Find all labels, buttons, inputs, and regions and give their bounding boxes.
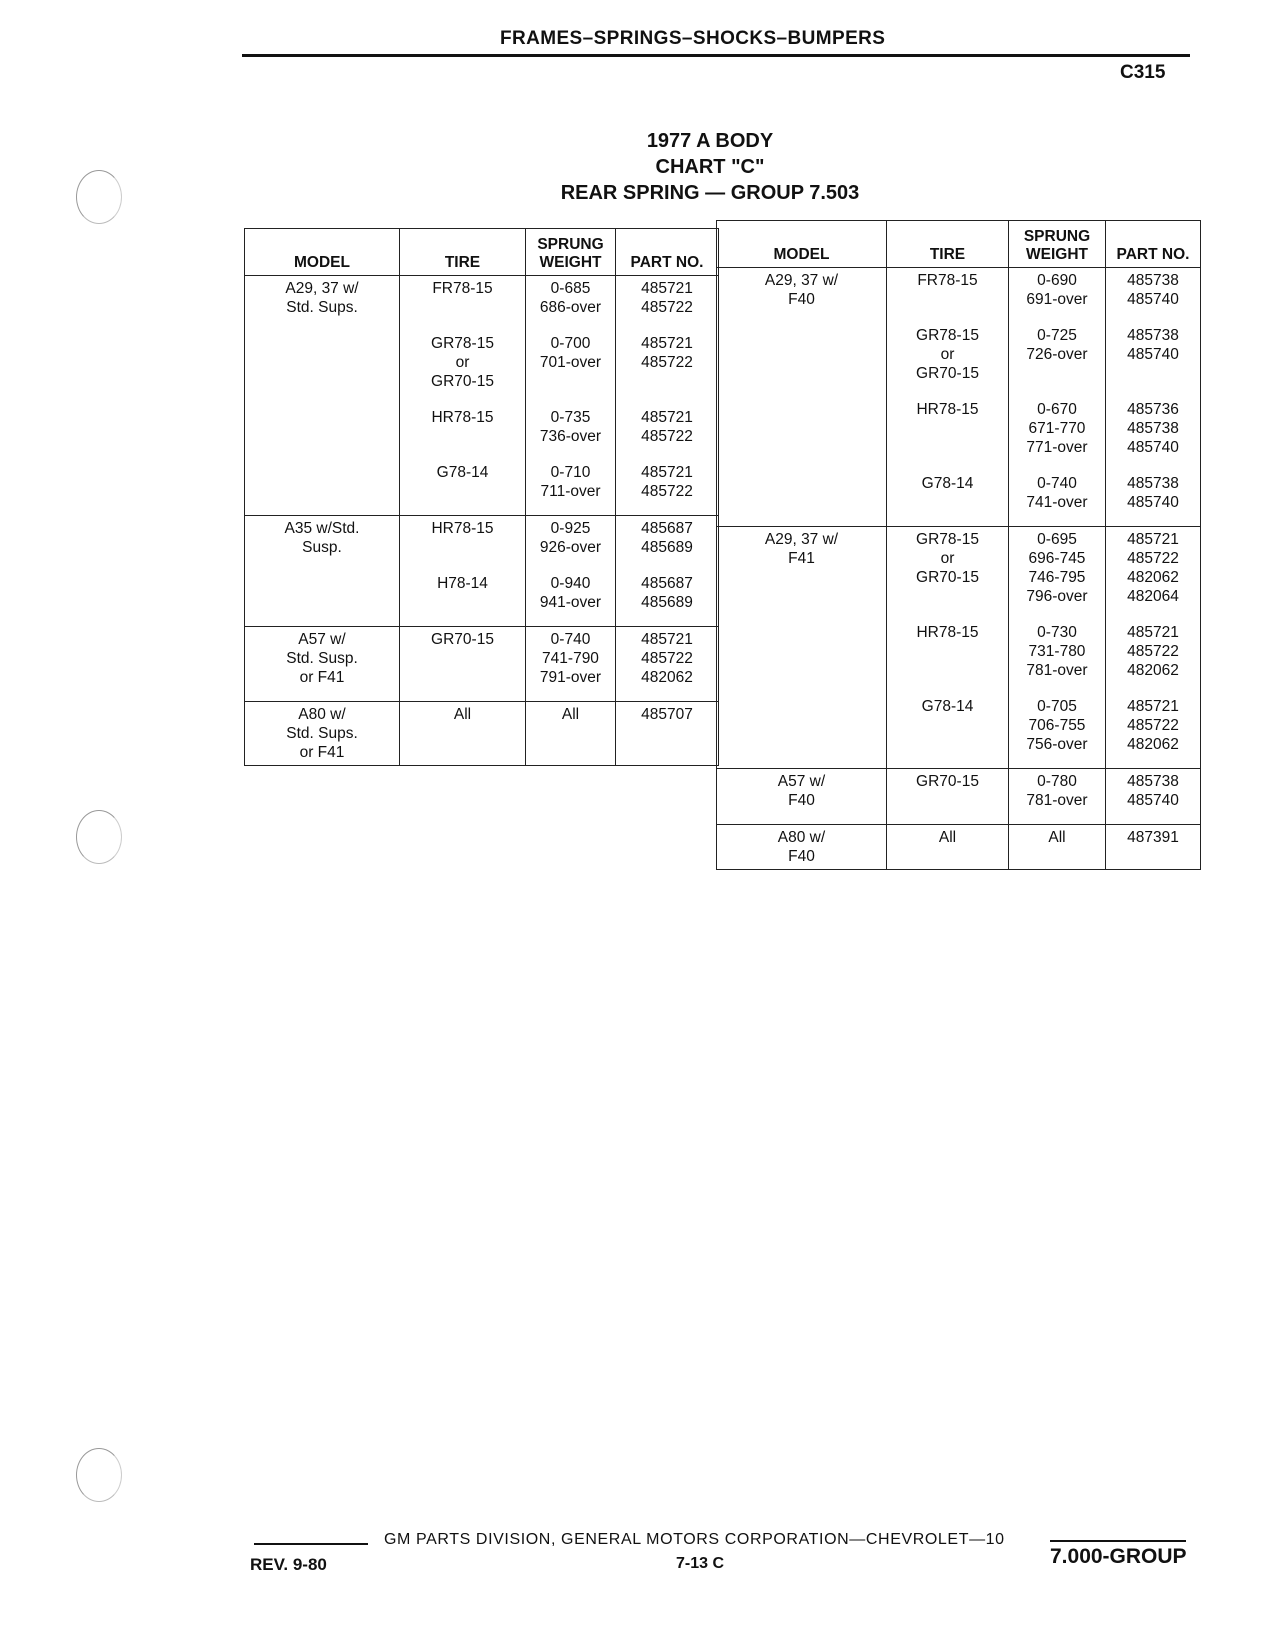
tire-cell bbox=[887, 312, 1009, 386]
cell-line: 726-over bbox=[1026, 346, 1088, 363]
tire-cell bbox=[400, 320, 526, 394]
tire-cell bbox=[887, 769, 1009, 825]
page-number: 7-13 C bbox=[676, 1555, 725, 1572]
cell-line: 485740 bbox=[1127, 439, 1179, 456]
sprung-weight-cell bbox=[526, 449, 616, 516]
cell-line: 485740 bbox=[1127, 792, 1179, 809]
part-no-cell bbox=[1106, 386, 1201, 460]
footer-rule-right bbox=[1050, 1540, 1186, 1542]
cell-line: All bbox=[561, 706, 580, 723]
cell-line: A29, 37 w/ bbox=[764, 531, 839, 548]
cell-line: 485738 bbox=[1127, 420, 1179, 437]
cell-line: 485722 bbox=[1127, 550, 1179, 567]
cell-line: 796-over bbox=[1026, 588, 1088, 605]
cell-line: 756-over bbox=[1026, 736, 1088, 753]
cell-line: GR78-15 bbox=[916, 327, 979, 344]
revision-label: REV. 9-80 bbox=[250, 1555, 327, 1574]
cell-line: 482062 bbox=[1127, 662, 1179, 679]
footer-rule-left bbox=[254, 1543, 368, 1545]
cell-line: 0-670 bbox=[1037, 401, 1077, 418]
cell-line: 686-over bbox=[539, 299, 602, 316]
cell-line: 0-695 bbox=[1037, 531, 1077, 548]
cell-line: Std. Sups. bbox=[286, 299, 358, 316]
cell-line: 746-795 bbox=[1028, 569, 1086, 586]
table-row bbox=[245, 627, 719, 702]
cell-line: GR70-15 bbox=[431, 631, 494, 648]
cell-line: H78-14 bbox=[437, 575, 488, 592]
col-header-model: MODEL bbox=[245, 229, 400, 276]
tire-cell bbox=[400, 560, 526, 627]
cell-line: 731-780 bbox=[1028, 643, 1086, 660]
cell-line: 482062 bbox=[641, 669, 693, 686]
cell-line: 485722 bbox=[641, 428, 693, 445]
cell-line: 482064 bbox=[1127, 588, 1179, 605]
cell-line: GR70-15 bbox=[916, 773, 979, 790]
sprung-weight-cell bbox=[1009, 609, 1106, 683]
col-header-part-no: PART NO. bbox=[1106, 221, 1201, 268]
cell-line: 485721 bbox=[641, 409, 693, 426]
cell-line: 0-740 bbox=[1037, 475, 1077, 492]
sprung-weight-cell bbox=[1009, 683, 1106, 769]
cell-line: 485689 bbox=[641, 539, 693, 556]
cell-line: 696-745 bbox=[1028, 550, 1086, 567]
tire-cell bbox=[400, 627, 526, 702]
cell-line: 781-over bbox=[1026, 792, 1088, 809]
cell-line: A29, 37 w/ bbox=[285, 280, 359, 297]
cell-line: 485721 bbox=[1127, 698, 1179, 715]
cell-line: A80 w/ bbox=[777, 829, 826, 846]
cell-line: GR78-15 bbox=[916, 531, 979, 548]
cell-line: 485722 bbox=[1127, 643, 1179, 660]
table-row bbox=[717, 825, 1201, 870]
col-header-sprung-weight: SPRUNG WEIGHT bbox=[1009, 221, 1106, 268]
part-no-cell bbox=[1106, 268, 1201, 313]
cell-line: 485738 bbox=[1127, 475, 1179, 492]
cell-line: 485722 bbox=[641, 299, 693, 316]
header-rule bbox=[242, 54, 1190, 57]
cell-line: 0-740 bbox=[550, 631, 591, 648]
table-row bbox=[717, 268, 1201, 313]
cell-line: G78-14 bbox=[921, 698, 974, 715]
section-title: FRAMES–SPRINGS–SHOCKS–BUMPERS bbox=[500, 28, 886, 49]
cell-line: 485738 bbox=[1127, 272, 1179, 289]
tire-cell bbox=[887, 268, 1009, 313]
table-row bbox=[245, 276, 719, 321]
cell-line: or F41 bbox=[299, 669, 345, 686]
cell-line: HR78-15 bbox=[431, 409, 494, 426]
cell-line: GR70-15 bbox=[431, 373, 494, 390]
tire-cell bbox=[887, 386, 1009, 460]
tire-cell bbox=[887, 825, 1009, 870]
model-cell bbox=[717, 825, 887, 870]
cell-line: 485740 bbox=[1127, 291, 1179, 308]
cell-line: F40 bbox=[788, 848, 815, 865]
cell-line: Std. Susp. bbox=[286, 650, 358, 667]
model-cell bbox=[245, 276, 400, 516]
chart-title-line-2: CHART "C" bbox=[655, 156, 765, 178]
table-row bbox=[245, 516, 719, 561]
chart-title-line-1: 1977 A BODY bbox=[646, 130, 774, 152]
tire-cell bbox=[400, 276, 526, 321]
col-header-tire: TIRE bbox=[887, 221, 1009, 268]
cell-line: 485722 bbox=[641, 354, 693, 371]
part-no-cell bbox=[1106, 825, 1201, 870]
cell-line: 781-over bbox=[1026, 662, 1088, 679]
part-no-cell bbox=[616, 276, 719, 321]
col-header-model: MODEL bbox=[717, 221, 887, 268]
publisher-line: GM PARTS DIVISION, GENERAL MOTORS CORPORATION—CHEVROLET—10 bbox=[384, 1531, 1005, 1548]
page-code: C315 bbox=[1120, 62, 1166, 83]
cell-line: 701-over bbox=[539, 354, 602, 371]
cell-line: G78-14 bbox=[436, 464, 489, 481]
sprung-weight-cell bbox=[526, 702, 616, 766]
sprung-weight-cell bbox=[1009, 312, 1106, 386]
cell-line: 741-over bbox=[1026, 494, 1088, 511]
tire-cell bbox=[887, 460, 1009, 527]
chart-title bbox=[0, 128, 1280, 206]
part-no-cell bbox=[1106, 312, 1201, 386]
right-spring-table bbox=[716, 220, 1201, 870]
cell-line: A29, 37 w/ bbox=[764, 272, 839, 289]
cell-line: 0-690 bbox=[1037, 272, 1077, 289]
table-header-row bbox=[717, 221, 1201, 268]
cell-line: or bbox=[940, 550, 955, 567]
cell-line: FR78-15 bbox=[432, 280, 493, 297]
tire-cell bbox=[887, 609, 1009, 683]
col-header-sprung-weight: SPRUNG WEIGHT bbox=[526, 229, 616, 276]
tire-cell bbox=[400, 394, 526, 449]
cell-line: All bbox=[1048, 829, 1066, 846]
sprung-weight-cell bbox=[526, 394, 616, 449]
sprung-weight-cell bbox=[1009, 460, 1106, 527]
cell-line: 791-over bbox=[539, 669, 602, 686]
cell-line: 0-735 bbox=[550, 409, 591, 426]
sprung-weight-cell bbox=[1009, 268, 1106, 313]
cell-line: 926-over bbox=[539, 539, 602, 556]
cell-line: A80 w/ bbox=[298, 706, 346, 723]
cell-line: 671-770 bbox=[1028, 420, 1086, 437]
cell-line: 485738 bbox=[1127, 773, 1179, 790]
part-no-cell bbox=[616, 449, 719, 516]
cell-line: 485740 bbox=[1127, 346, 1179, 363]
sprung-weight-cell bbox=[1009, 386, 1106, 460]
cell-line: 0-925 bbox=[550, 520, 591, 537]
model-cell bbox=[245, 627, 400, 702]
model-cell bbox=[245, 702, 400, 766]
part-no-cell bbox=[616, 560, 719, 627]
cell-line: A35 w/Std. bbox=[284, 520, 360, 537]
cell-line: F41 bbox=[788, 550, 815, 567]
cell-line: 941-over bbox=[539, 594, 602, 611]
cell-line: 485721 bbox=[641, 335, 693, 352]
cell-line: 485689 bbox=[641, 594, 693, 611]
cell-line: 487391 bbox=[1127, 829, 1179, 846]
cell-line: 0-710 bbox=[550, 464, 591, 481]
cell-line: G78-14 bbox=[921, 475, 974, 492]
cell-line: 485687 bbox=[641, 520, 693, 537]
cell-line: 0-700 bbox=[550, 335, 591, 352]
cell-line: 485736 bbox=[1127, 401, 1179, 418]
cell-line: 691-over bbox=[1026, 291, 1088, 308]
cell-line: 482062 bbox=[1127, 736, 1179, 753]
cell-line: 485740 bbox=[1127, 494, 1179, 511]
cell-line: 485721 bbox=[1127, 531, 1179, 548]
cell-line: F40 bbox=[788, 291, 815, 308]
cell-line: 485722 bbox=[1127, 717, 1179, 734]
cell-line: or bbox=[455, 354, 470, 371]
cell-line: 485722 bbox=[641, 650, 693, 667]
cell-line: Susp. bbox=[302, 539, 342, 556]
cell-line: FR78-15 bbox=[917, 272, 978, 289]
col-header-part-no: PART NO. bbox=[616, 229, 719, 276]
cell-line: 736-over bbox=[539, 428, 602, 445]
cell-line: 0-780 bbox=[1037, 773, 1077, 790]
cell-line: HR78-15 bbox=[431, 520, 494, 537]
cell-line: 0-725 bbox=[1037, 327, 1077, 344]
part-no-cell bbox=[1106, 769, 1201, 825]
part-no-cell bbox=[616, 516, 719, 561]
tire-cell bbox=[400, 702, 526, 766]
sprung-weight-cell bbox=[526, 276, 616, 321]
cell-line: HR78-15 bbox=[916, 401, 979, 418]
left-spring-table bbox=[244, 228, 719, 766]
cell-line: Std. Sups. bbox=[286, 725, 358, 742]
cell-line: GR70-15 bbox=[916, 365, 979, 382]
cell-line: 485687 bbox=[641, 575, 693, 592]
cell-line: 485721 bbox=[641, 280, 693, 297]
part-no-cell bbox=[616, 702, 719, 766]
cell-line: 706-755 bbox=[1028, 717, 1086, 734]
part-no-cell bbox=[616, 320, 719, 394]
cell-line: 0-685 bbox=[550, 280, 591, 297]
cell-line: GR78-15 bbox=[431, 335, 494, 352]
sprung-weight-cell bbox=[526, 516, 616, 561]
table-row bbox=[717, 527, 1201, 610]
table-header-row bbox=[245, 229, 719, 276]
cell-line: A57 w/ bbox=[777, 773, 826, 790]
cell-line: 0-940 bbox=[550, 575, 591, 592]
cell-line: 482062 bbox=[1127, 569, 1179, 586]
sprung-weight-cell bbox=[526, 320, 616, 394]
col-header-tire: TIRE bbox=[400, 229, 526, 276]
cell-line: All bbox=[938, 829, 957, 846]
chart-title-line-3: REAR SPRING — GROUP 7.503 bbox=[560, 182, 860, 204]
model-cell bbox=[717, 268, 887, 527]
cell-line: 711-over bbox=[540, 483, 601, 500]
cell-line: 771-over bbox=[1026, 439, 1088, 456]
sprung-weight-cell bbox=[526, 627, 616, 702]
part-no-cell bbox=[616, 394, 719, 449]
part-no-cell bbox=[1106, 609, 1201, 683]
cell-line: 485721 bbox=[1127, 624, 1179, 641]
part-no-cell bbox=[1106, 527, 1201, 610]
group-label: 7.000-GROUP bbox=[1050, 1545, 1187, 1568]
cell-line: 485722 bbox=[641, 483, 693, 500]
cell-line: GR70-15 bbox=[916, 569, 979, 586]
cell-line: A57 w/ bbox=[298, 631, 346, 648]
model-cell bbox=[717, 527, 887, 769]
cell-line: 485707 bbox=[641, 706, 693, 723]
tire-cell bbox=[887, 683, 1009, 769]
part-no-cell bbox=[1106, 460, 1201, 527]
part-no-cell bbox=[1106, 683, 1201, 769]
sprung-weight-cell bbox=[526, 560, 616, 627]
cell-line: HR78-15 bbox=[916, 624, 979, 641]
table-row bbox=[717, 769, 1201, 825]
sprung-weight-cell bbox=[1009, 825, 1106, 870]
cell-line: 485738 bbox=[1127, 327, 1179, 344]
cell-line: 741-790 bbox=[542, 650, 599, 667]
cell-line: 0-705 bbox=[1037, 698, 1077, 715]
tire-cell bbox=[887, 527, 1009, 610]
cell-line: 485721 bbox=[641, 631, 693, 648]
binder-hole bbox=[76, 810, 122, 864]
tire-cell bbox=[400, 516, 526, 561]
cell-line: or bbox=[940, 346, 955, 363]
model-cell bbox=[245, 516, 400, 627]
sprung-weight-cell bbox=[1009, 527, 1106, 610]
cell-line: F40 bbox=[788, 792, 815, 809]
cell-line: 0-730 bbox=[1037, 624, 1077, 641]
cell-line: All bbox=[453, 706, 472, 723]
tire-cell bbox=[400, 449, 526, 516]
model-cell bbox=[717, 769, 887, 825]
part-no-cell bbox=[616, 627, 719, 702]
sprung-weight-cell bbox=[1009, 769, 1106, 825]
cell-line: or F41 bbox=[299, 744, 345, 761]
cell-line: 485721 bbox=[641, 464, 693, 481]
table-row bbox=[245, 702, 719, 766]
binder-hole bbox=[76, 1448, 122, 1502]
